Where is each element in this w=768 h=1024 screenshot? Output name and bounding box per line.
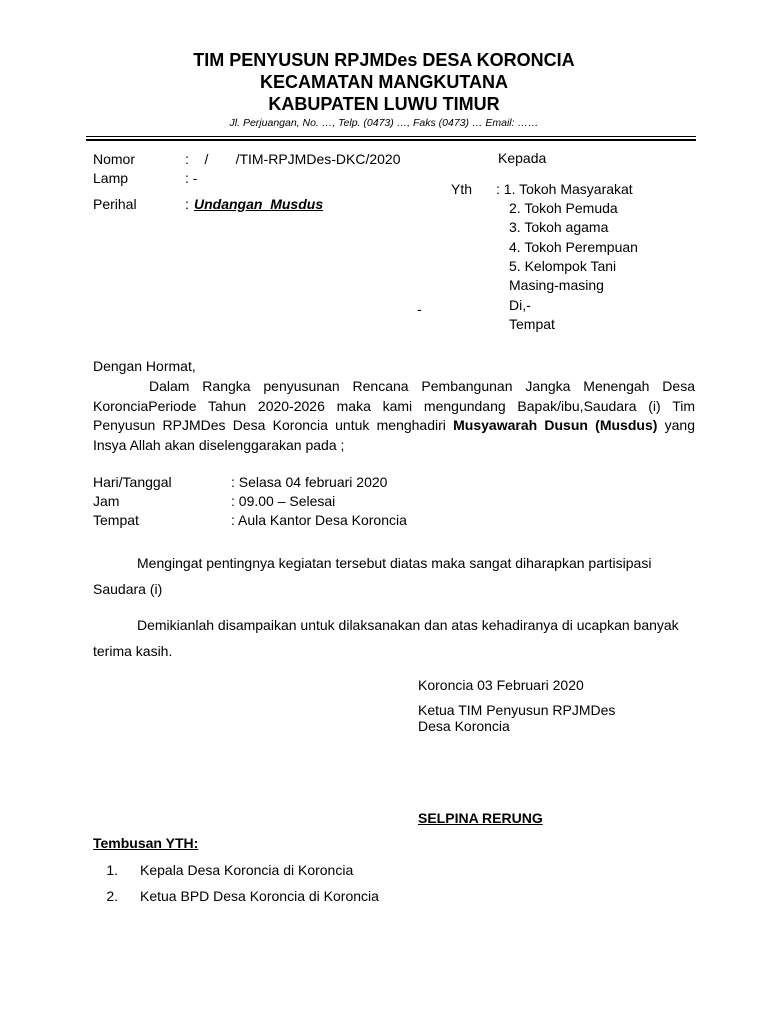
signature-name: SELPINA RERUNG (418, 810, 543, 826)
perihal-label: Perihal (93, 196, 137, 212)
recipient-item-2: 2. Tokoh Pemuda (509, 200, 618, 216)
cc-item-text: Ketua BPD Desa Koroncia di Koroncia (140, 888, 379, 904)
letterhead-rule-thin (86, 136, 696, 137)
paragraph-invitation (93, 377, 695, 455)
paragraph-invitation-bold: Musyawarah Dusun (Musdus) (453, 417, 658, 433)
paragraph-invitation-text-a: Dalam Rangka penyusunan Rencana Pembangunan Jangka Menengah Desa KoronciaPeriode Tahun 2020-2026 maka kami mengundang Bapak/ibu,Saudara (i) Tim Penyusun RPJMDes Desa Koroncia untuk menghadiri (93, 378, 695, 433)
cc-list (93, 857, 379, 909)
letterhead-line-2: KECAMATAN MANGKUTANA (260, 72, 508, 92)
letterhead-address: Jl. Perjuangan, No. …, Telp. (0473) …, Faks (0473) … Email: …… (229, 117, 539, 129)
cc-item-text: Kepala Desa Koroncia di Koroncia (140, 862, 354, 878)
recipient-item-5: 5. Kelompok Tani (509, 258, 617, 274)
kepada-label: Kepada (498, 150, 547, 166)
nomor-value: : / /TIM-RPJMDes-DKC/2020 (185, 151, 401, 167)
signature-title-2: Desa Koroncia (418, 718, 510, 734)
signature-title-1: Ketua TIM Penyusun RPJMDes (418, 702, 616, 718)
letterhead-line-1: TIM PENYUSUN RPJMDes DESA KORONCIA (193, 50, 575, 70)
lamp-value: : - (185, 170, 198, 186)
cc-heading: Tembusan YTH: (93, 835, 199, 851)
event-label-hari: Hari/Tanggal (93, 474, 172, 490)
event-value-jam: : 09.00 – Selesai (231, 493, 336, 509)
event-label-tempat: Tempat (93, 512, 139, 528)
event-value-hari: : Selasa 04 februari 2020 (231, 474, 388, 490)
event-value-tempat: : Aula Kantor Desa Koroncia (231, 512, 407, 528)
paragraph-invitation-text-b: yang Insya Allah akan diselenggarakan pada ; (93, 417, 695, 453)
recipient-item-7: Di,- (509, 297, 531, 313)
yth-label: Yth (451, 181, 473, 197)
list-item (93, 883, 379, 909)
cc-item-number: 1. (106, 862, 118, 878)
recipient-dash: - (417, 301, 422, 317)
salutation: Dengan Hormat, (93, 358, 196, 374)
recipient-item-8: Tempat (509, 316, 555, 332)
letterhead-rule-thick (86, 139, 696, 141)
recipient-item-6: Masing-masing (509, 277, 604, 293)
list-item (93, 857, 379, 883)
letterhead-line-3: KABUPATEN LUWU TIMUR (268, 94, 500, 114)
event-label-jam: Jam (93, 493, 120, 509)
recipient-item-4: 4. Tokoh Perempuan (509, 239, 638, 255)
paragraph-participation (93, 550, 695, 602)
recipient-item-3: 3. Tokoh agama (509, 219, 609, 235)
recipient-item-1: : 1. Tokoh Masyarakat (496, 181, 633, 197)
lamp-label: Lamp (93, 170, 129, 186)
paragraph-closing-text: Demikianlah disampaikan untuk dilaksanakan dan atas kehadiranya di ucapkan banyak terima kasih. (93, 617, 679, 659)
nomor-label: Nomor (93, 151, 136, 167)
paragraph-participation-text: Mengingat pentingnya kegiatan tersebut diatas maka sangat diharapkan partisipasi Saudara (i) (93, 555, 652, 597)
perihal-value: Undangan Musdus (194, 196, 324, 212)
cc-item-number: 2. (106, 888, 118, 904)
paragraph-closing (93, 612, 695, 664)
signature-place-date: Koroncia 03 Februari 2020 (418, 677, 584, 693)
perihal-colon: : (185, 196, 189, 212)
